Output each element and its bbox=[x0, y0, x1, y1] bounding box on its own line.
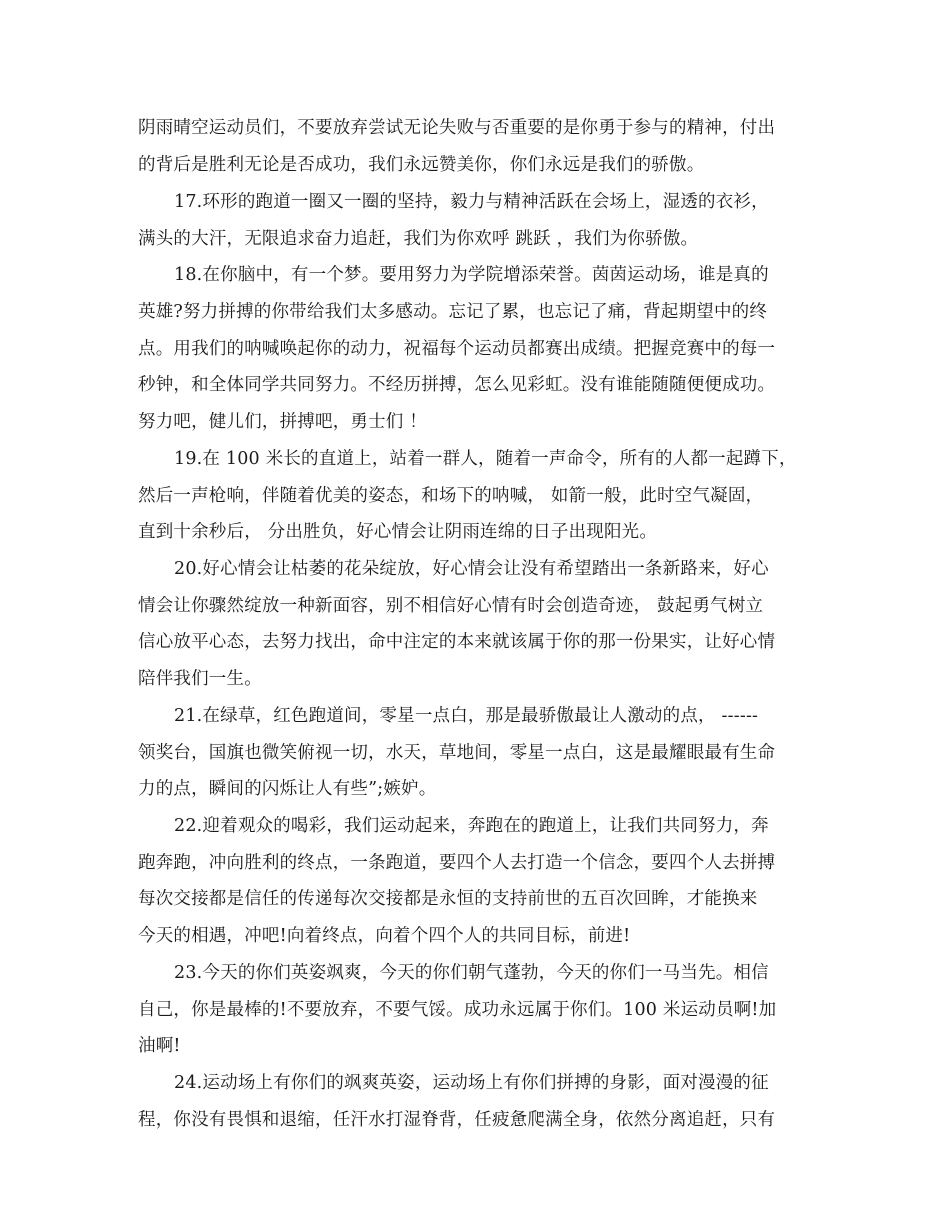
text-line: 情会让你骤然绽放一种新面容，别不相信好心情有时会创造奇迹， 鼓起勇气树立 bbox=[138, 596, 764, 616]
paragraph-23-start: 23.今天的你们英姿飒爽，今天的你们朝气蓬勃，今天的你们一马当先。相信 bbox=[174, 963, 769, 983]
text-line: 满头的大汗，无限追求奋力追赶，我们为你欢呼 跳跃 ，我们为你骄傲。 bbox=[138, 229, 699, 249]
text-line: 直到十余秒后， 分出胜负，好心情会让阴雨连绵的日子出现阳光。 bbox=[138, 522, 658, 542]
text-line: 自己，你是最棒的!不要放弃，不要气馁。成功永远属于你们。100 米运动员啊!加 bbox=[138, 1000, 777, 1020]
text-line: 陪伴我们一生。 bbox=[138, 669, 262, 689]
paragraph-18-start: 18.在你脑中，有一个梦。要用努力为学院增添荣誉。茵茵运动场，谁是真的 bbox=[174, 265, 769, 285]
paragraph-21-start: 21.在绿草，红色跑道间，零星一点白，那是最骄傲最让人激动的点， ------ bbox=[174, 706, 759, 726]
text-line: 然后一声枪响，伴随着优美的姿态，和场下的呐喊， 如箭一般，此时空气凝固， bbox=[138, 486, 764, 506]
paragraph-20-start: 20.好心情会让枯萎的花朵绽放，好心情会让没有希望踏出一条新路来，好心 bbox=[174, 559, 769, 579]
text-line: 英雄?努力拼搏的你带给我们太多感动。忘记了累，也忘记了痛，背起期望中的终 bbox=[138, 302, 768, 322]
text-line: 秒钟，和全体同学共同努力。不经历拼搏，怎么见彩虹。没有谁能随随便便成功。 bbox=[138, 375, 776, 395]
text-line: 今天的相遇，冲吧!向着终点，向着个四个人的共同目标，前进! bbox=[138, 926, 631, 946]
text-line: 程，你没有畏惧和退缩，任汗水打湿脊背，任疲惫爬满全身，依然分离追赶，只有 bbox=[138, 1110, 776, 1130]
text-line: 努力吧，健儿们，拼搏吧，勇士们 ！ bbox=[138, 412, 427, 432]
text-line: 跑奔跑，冲向胜利的终点，一条跑道，要四个人去打造一个信念，要四个人去拼搏 bbox=[138, 853, 776, 873]
paragraph-17-start: 17.环形的跑道一圈又一圈的坚持，毅力与精神活跃在会场上，湿透的衣衫， bbox=[174, 192, 769, 212]
text-line: 油啊! bbox=[138, 1036, 181, 1056]
text-line: 点。用我们的呐喊唤起你的动力，祝福每个运动员都赛出成绩。把握竞赛中的每一 bbox=[138, 339, 776, 359]
text-line: 信心放平心态，去努力找出，命中注定的本来就该属于你的那一份果实，让好心情 bbox=[138, 632, 776, 652]
paragraph-19-start: 19.在 100 米长的直道上，站着一群人，随着一声命令，所有的人都一起蹲下， bbox=[174, 449, 797, 469]
text-line: 领奖台，国旗也微笑俯视一切，水天，草地间，零星一点白，这是最耀眼最有生命 bbox=[138, 743, 776, 763]
text-line: 的背后是胜利无论是否成功，我们永远赞美你，你们永远是我们的骄傲。 bbox=[138, 155, 705, 175]
paragraph-22-start: 22.迎着观众的喝彩，我们运动起来，奔跑在的跑道上，让我们共同努力，奔 bbox=[174, 816, 769, 836]
text-line: 阴雨晴空运动员们，不要放弃尝试无论失败与否重要的是你勇于参与的精神，付出 bbox=[138, 118, 776, 138]
paragraph-24-start: 24.运动场上有你们的飒爽英姿，运动场上有你们拼搏的身影，面对漫漫的征 bbox=[174, 1073, 769, 1093]
text-line: 每次交接都是信任的传递每次交接都是永恒的支持前世的五百次回眸，才能换来 bbox=[138, 889, 758, 909]
text-line: 力的点，瞬间的闪烁让人有些”;嫉妒。 bbox=[138, 779, 437, 799]
